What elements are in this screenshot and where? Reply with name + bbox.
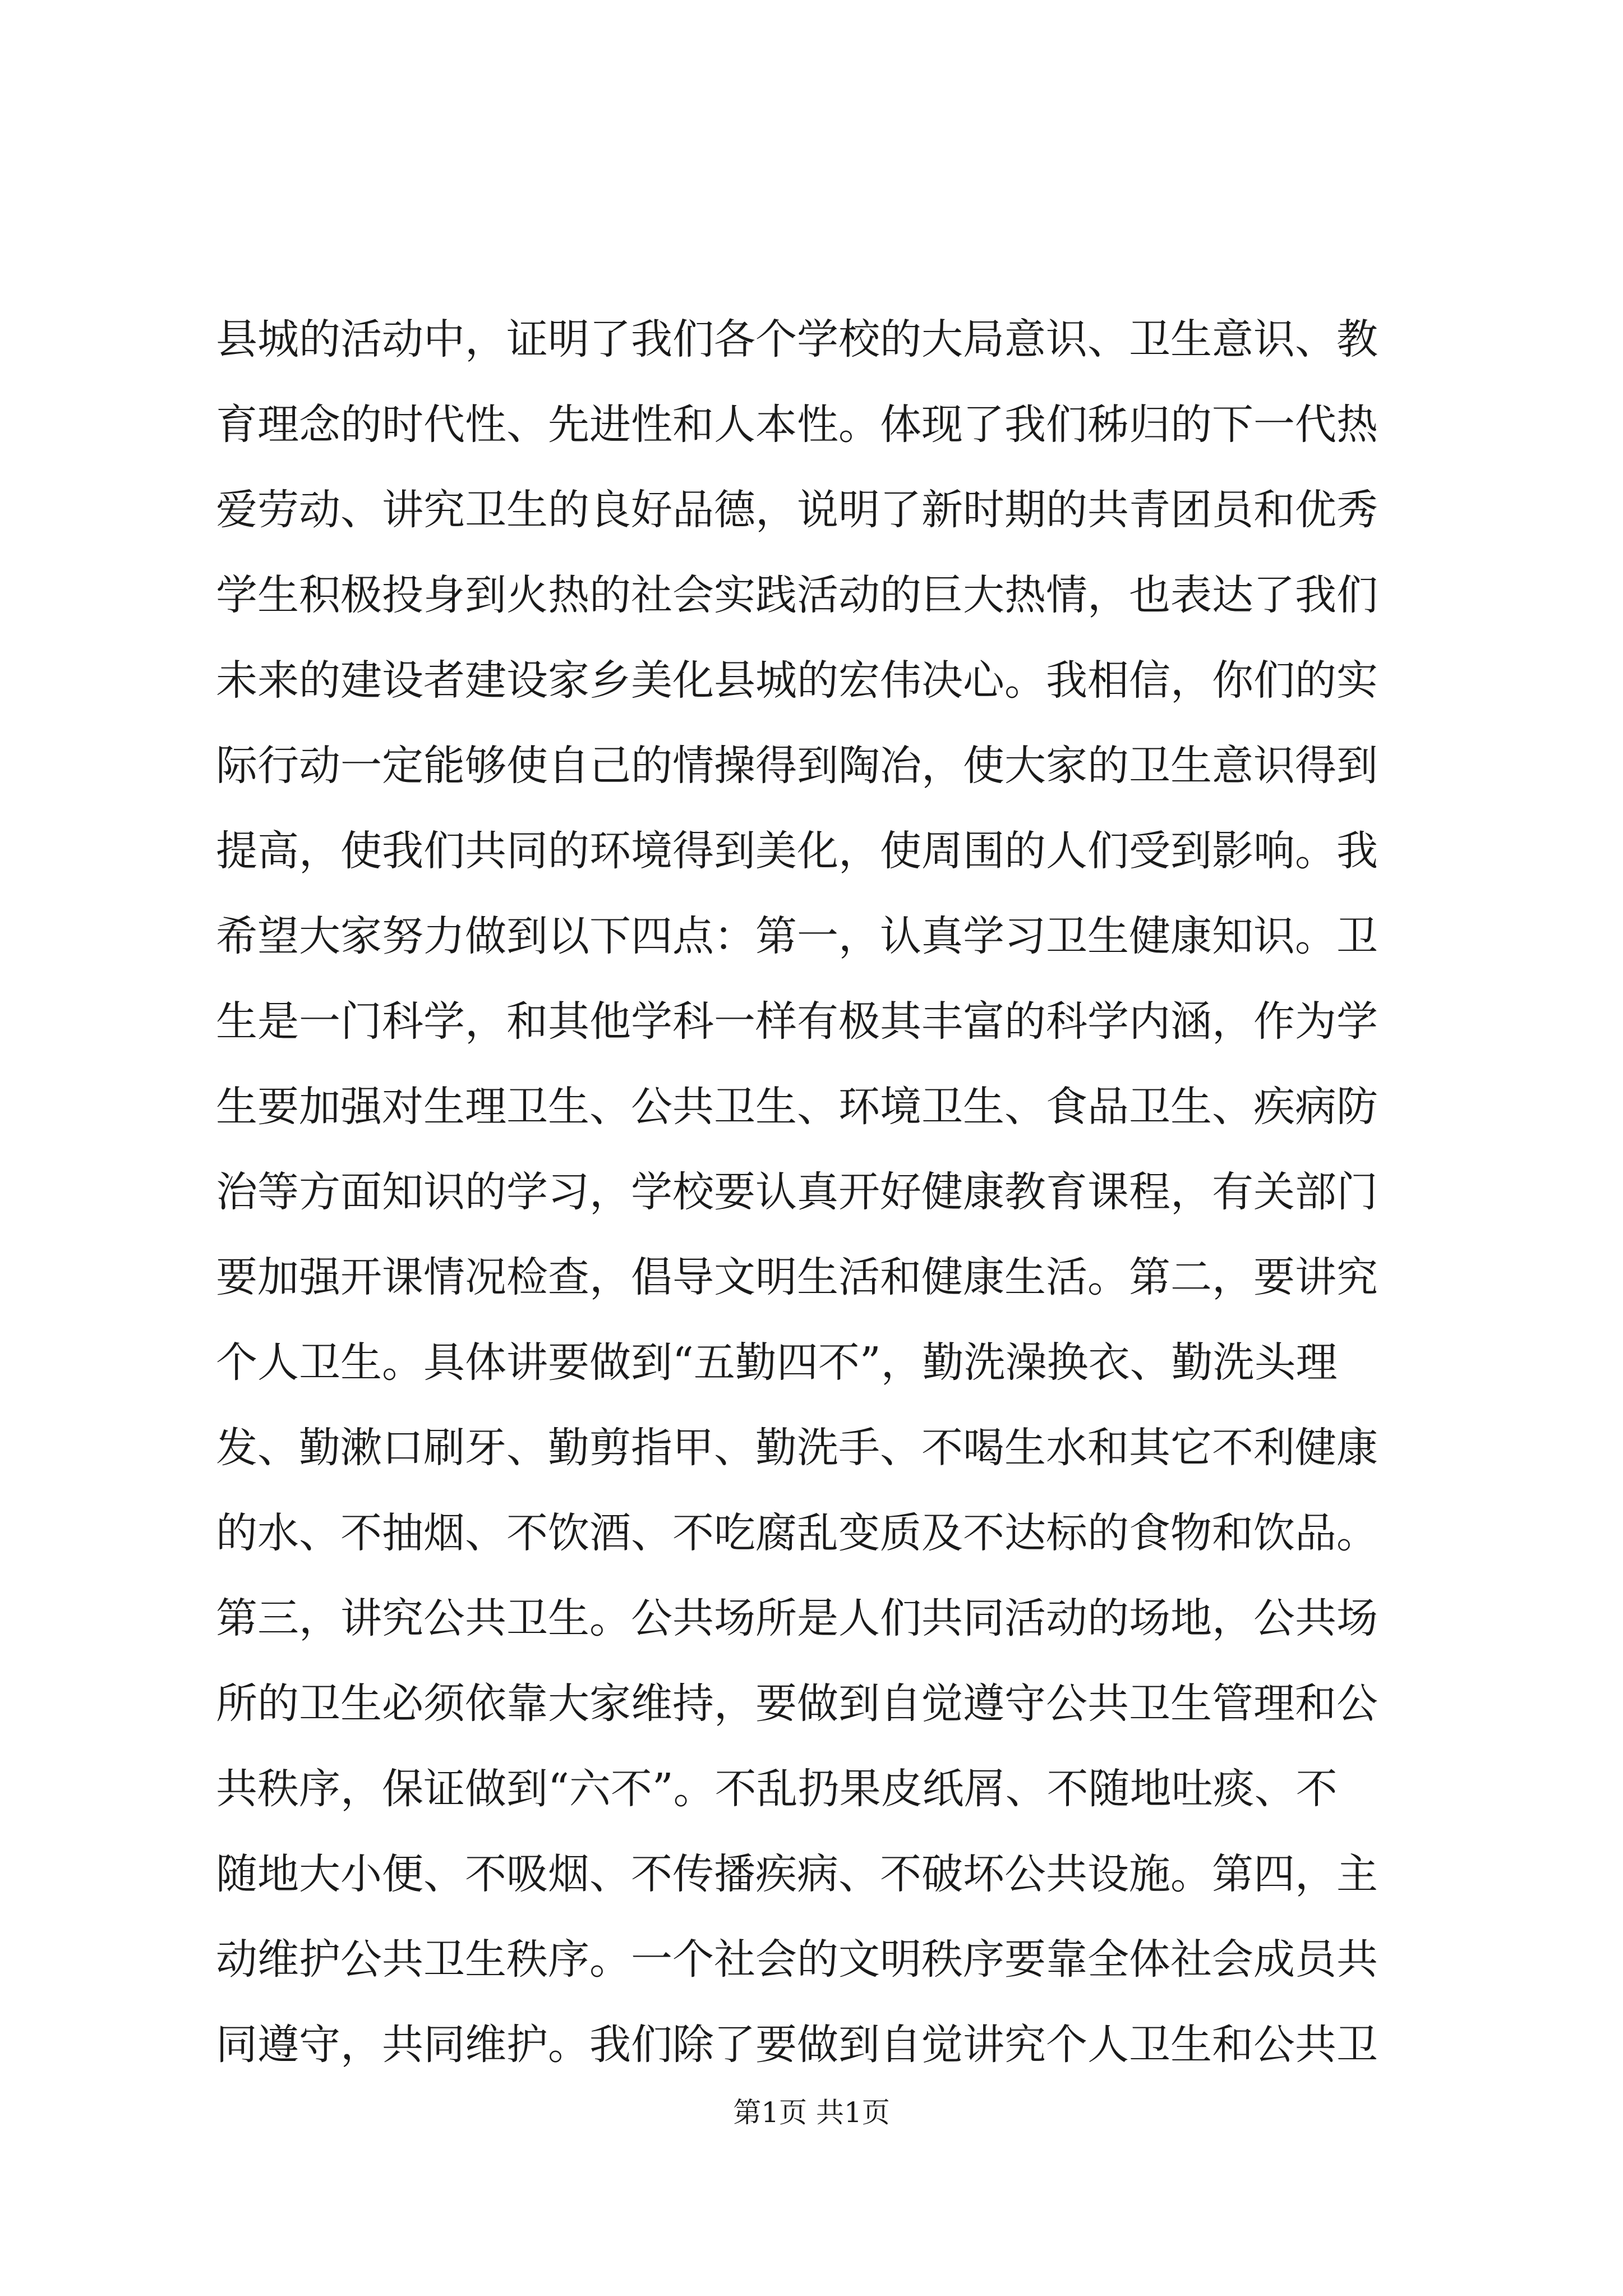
body-text-line: 育理念的时代性、先进性和人本性。体现了我们秭归的下一代热 — [216, 401, 1378, 449]
body-text-line: 学生积极投身到火热的社会实践活动的巨大热情，也表达了我们 — [216, 571, 1378, 619]
body-text-line: 要加强开课情况检查，倡导文明生活和健康生活。第二，要讲究 — [216, 1253, 1378, 1301]
body-text-line: 际行动一定能够使自己的情操得到陶冶，使大家的卫生意识得到 — [216, 742, 1378, 790]
body-text-line: 动维护公共卫生秩序。一个社会的文明秩序要靠全体社会成员共 — [216, 1935, 1378, 1984]
body-text-line: 共秩序，保证做到“六不”。不乱扔果皮纸屑、不随地吐痰、不 — [216, 1765, 1338, 1813]
body-text-line: 的水、不抽烟、不饮酒、不吃腐乱变质及不达标的食物和饮品。 — [216, 1509, 1378, 1557]
body-text-line: 治等方面知识的学习，学校要认真开好健康教育课程，有关部门 — [216, 1168, 1378, 1216]
body-text-line: 提高，使我们共同的环境得到美化，使周围的人们受到影响。我 — [216, 827, 1378, 875]
body-text-line: 县城的活动中，证明了我们各个学校的大局意识、卫生意识、教 — [216, 315, 1378, 364]
body-text-line: 随地大小便、不吸烟、不传播疾病、不破坏公共设施。第四，主 — [216, 1850, 1378, 1898]
body-text-line: 爱劳动、讲究卫生的良好品德，说明了新时期的共青团员和优秀 — [216, 486, 1378, 534]
body-text-line: 生要加强对生理卫生、公共卫生、环境卫生、食品卫生、疾病防 — [216, 1083, 1378, 1131]
body-text-line: 发、勤漱口刷牙、勤剪指甲、勤洗手、不喝生水和其它不利健康 — [216, 1424, 1378, 1472]
body-text-line: 同遵守，共同维护。我们除了要做到自觉讲究个人卫生和公共卫 — [216, 2021, 1378, 2069]
body-text-line: 希望大家努力做到以下四点：第一，认真学习卫生健康知识。卫 — [216, 912, 1378, 960]
body-text-line: 生是一门科学，和其他学科一样有极其丰富的科学内涵，作为学 — [216, 997, 1378, 1046]
body-text-line: 未来的建设者建设家乡美化县城的宏伟决心。我相信，你们的实 — [216, 656, 1378, 705]
body-text-line: 所的卫生必须依靠大家维持，要做到自觉遵守公共卫生管理和公 — [216, 1680, 1378, 1728]
body-text-line: 个人卫生。具体讲要做到“五勤四不”，勤洗澡换衣、勤洗头理 — [216, 1338, 1338, 1387]
page-number-footer: 第1页 共1页 — [733, 2096, 890, 2129]
body-text-line: 第三，讲究公共卫生。公共场所是人们共同活动的场地，公共场 — [216, 1594, 1378, 1642]
